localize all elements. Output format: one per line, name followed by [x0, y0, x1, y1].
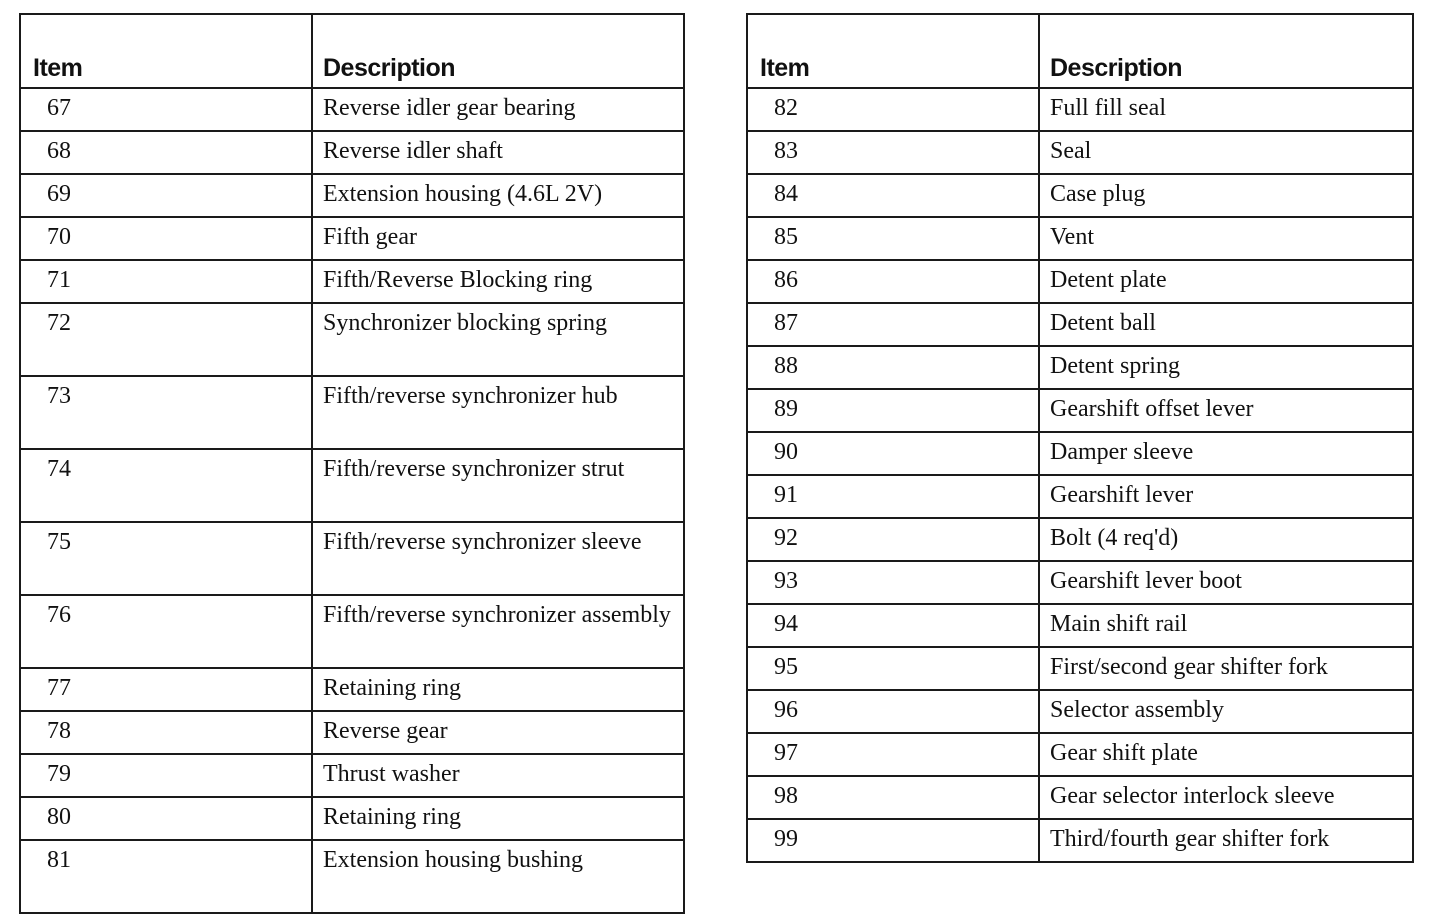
item-number: 86	[747, 260, 1039, 303]
table-row	[20, 449, 684, 522]
table-row	[20, 840, 684, 913]
table-row	[747, 260, 1413, 303]
table-row	[747, 518, 1413, 561]
item-number: 98	[747, 776, 1039, 819]
item-number: 94	[747, 604, 1039, 647]
item-description: Reverse idler shaft	[312, 131, 684, 174]
item-description: Fifth gear	[312, 217, 684, 260]
table-row	[747, 346, 1413, 389]
item-description: Full fill seal	[1039, 88, 1413, 131]
item-description: Detent spring	[1039, 346, 1413, 389]
table-row	[20, 303, 684, 376]
table-row	[20, 174, 684, 217]
description-column-header: Description	[1039, 14, 1413, 88]
item-number: 79	[20, 754, 312, 797]
item-description: Extension housing bushing	[312, 840, 684, 913]
item-number: 67	[20, 88, 312, 131]
parts-table-right	[746, 13, 1414, 863]
item-description: Main shift rail	[1039, 604, 1413, 647]
item-description: Fifth/reverse synchronizer hub	[312, 376, 684, 449]
item-description: Reverse idler gear bearing	[312, 88, 684, 131]
item-column-header: Item	[747, 14, 1039, 88]
table-row	[20, 797, 684, 840]
table-row	[20, 711, 684, 754]
table-row	[20, 522, 684, 595]
item-number: 97	[747, 733, 1039, 776]
table-row	[747, 776, 1413, 819]
table-row	[20, 88, 684, 131]
item-description: Gear shift plate	[1039, 733, 1413, 776]
table-row	[20, 376, 684, 449]
item-number: 73	[20, 376, 312, 449]
item-number: 95	[747, 647, 1039, 690]
item-description: Detent plate	[1039, 260, 1413, 303]
item-description: Third/fourth gear shifter fork	[1039, 819, 1413, 862]
item-description: Gearshift offset lever	[1039, 389, 1413, 432]
item-number: 83	[747, 131, 1039, 174]
item-number: 89	[747, 389, 1039, 432]
table-row	[20, 668, 684, 711]
item-number: 99	[747, 819, 1039, 862]
table-row	[747, 303, 1413, 346]
table-row	[747, 217, 1413, 260]
header-row	[20, 14, 684, 88]
item-number: 70	[20, 217, 312, 260]
item-number: 81	[20, 840, 312, 913]
item-number: 85	[747, 217, 1039, 260]
parts-table-left	[19, 13, 685, 914]
item-number: 88	[747, 346, 1039, 389]
table-row	[747, 432, 1413, 475]
item-column-header: Item	[20, 14, 312, 88]
item-number: 72	[20, 303, 312, 376]
item-description: Thrust washer	[312, 754, 684, 797]
item-description: First/second gear shifter fork	[1039, 647, 1413, 690]
item-number: 76	[20, 595, 312, 668]
item-number: 87	[747, 303, 1039, 346]
item-number: 90	[747, 432, 1039, 475]
item-number: 92	[747, 518, 1039, 561]
table-row	[20, 260, 684, 303]
item-description: Reverse gear	[312, 711, 684, 754]
item-description: Bolt (4 req'd)	[1039, 518, 1413, 561]
table-row	[747, 733, 1413, 776]
item-number: 91	[747, 475, 1039, 518]
table-row	[747, 690, 1413, 733]
item-description: Fifth/reverse synchronizer sleeve	[312, 522, 684, 595]
item-number: 75	[20, 522, 312, 595]
table-row	[20, 595, 684, 668]
item-number: 84	[747, 174, 1039, 217]
item-description: Gearshift lever boot	[1039, 561, 1413, 604]
table-row	[747, 389, 1413, 432]
item-description: Vent	[1039, 217, 1413, 260]
item-description: Fifth/reverse synchronizer assembly	[312, 595, 684, 668]
item-description: Seal	[1039, 131, 1413, 174]
item-number: 77	[20, 668, 312, 711]
table-row	[20, 131, 684, 174]
item-number: 69	[20, 174, 312, 217]
item-number: 74	[20, 449, 312, 522]
item-description: Damper sleeve	[1039, 432, 1413, 475]
description-column-header: Description	[312, 14, 684, 88]
item-number: 82	[747, 88, 1039, 131]
table-row	[20, 217, 684, 260]
item-description: Fifth/Reverse Blocking ring	[312, 260, 684, 303]
table-row	[747, 475, 1413, 518]
table-row	[747, 819, 1413, 862]
table-row	[747, 604, 1413, 647]
item-number: 78	[20, 711, 312, 754]
item-number: 71	[20, 260, 312, 303]
table-row	[747, 647, 1413, 690]
table-row	[747, 174, 1413, 217]
item-description: Extension housing (4.6L 2V)	[312, 174, 684, 217]
item-number: 80	[20, 797, 312, 840]
table-row	[20, 754, 684, 797]
item-description: Gearshift lever	[1039, 475, 1413, 518]
item-description: Selector assembly	[1039, 690, 1413, 733]
item-number: 96	[747, 690, 1039, 733]
item-description: Fifth/reverse synchronizer strut	[312, 449, 684, 522]
item-description: Retaining ring	[312, 668, 684, 711]
item-description: Synchronizer blocking spring	[312, 303, 684, 376]
item-description: Gear selector interlock sleeve	[1039, 776, 1413, 819]
header-row	[747, 14, 1413, 88]
item-description: Case plug	[1039, 174, 1413, 217]
item-number: 93	[747, 561, 1039, 604]
item-description: Detent ball	[1039, 303, 1413, 346]
item-number: 68	[20, 131, 312, 174]
table-row	[747, 131, 1413, 174]
table-row	[747, 561, 1413, 604]
item-description: Retaining ring	[312, 797, 684, 840]
table-row	[747, 88, 1413, 131]
